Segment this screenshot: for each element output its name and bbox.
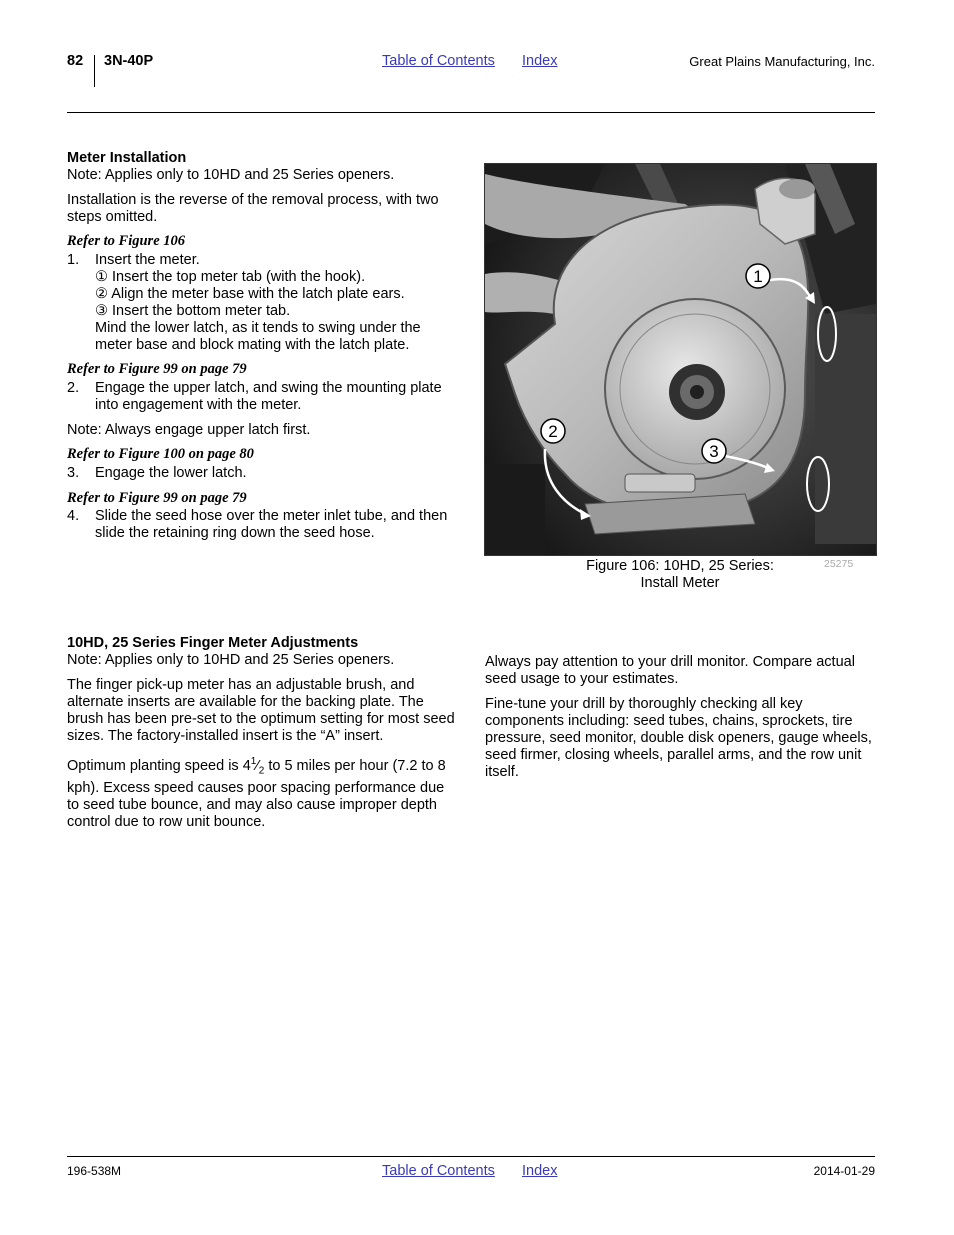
header-divider	[94, 55, 95, 87]
paragraph: Fine-tune your drill by thoroughly checking all key components including: seed tubes, chains, sprockets, tire pressure, seed monitor, double disk openers, gauge wheels, seed firmer, closing wheels, parallel arms, and the row unit itself.	[485, 696, 872, 780]
section-heading: 10HD, 25 Series Finger Meter Adjustments	[67, 635, 359, 651]
doc-number: 196-538M	[67, 1164, 122, 1178]
photo-id: 25275	[824, 558, 854, 570]
list-item: 4. Slide the seed hose over the meter inlet tube, and then slide the retaining ring down the seed hose.	[67, 508, 448, 541]
page-number: 82	[67, 53, 84, 69]
company-name: Great Plains Manufacturing, Inc.	[689, 54, 875, 69]
callout-3-label: 3	[709, 442, 719, 461]
meter-illustration	[485, 164, 876, 555]
caption-line-2: Install Meter	[640, 575, 720, 591]
section-heading: Meter Installation	[67, 150, 187, 166]
substep-2: ② Align the meter base with the latch plate ears.	[95, 286, 405, 302]
callout-2-label: 2	[548, 422, 558, 441]
figure-reference: Refer to Figure 106	[67, 233, 186, 249]
list-item: 2. Engage the upper latch, and swing the mounting plate into engagement with the meter.	[67, 380, 442, 413]
figure-reference: Refer to Figure 99 on page 79	[67, 361, 247, 377]
substep-note: Mind the lower latch, as it tends to swing under the meter base and block mating with the latch plate.	[95, 320, 421, 353]
figure-reference: Refer to Figure 100 on page 80	[67, 446, 254, 462]
paragraph: The finger pick-up meter has an adjustable brush, and alternate inserts are available for the backing plate. The brush has been pre-set to the optimum setting for most seed sizes. The factory-installed insert is the “A” insert.	[67, 677, 455, 744]
note: Note: Applies only to 10HD and 25 Series openers.	[67, 652, 395, 668]
figure-reference: Refer to Figure 99 on page 79	[67, 490, 247, 506]
note: Note: Always engage upper latch first.	[67, 422, 311, 438]
substep-1: ① Insert the top meter tab (with the hook).	[95, 269, 366, 285]
footer-toc-link[interactable]: Table of Contents	[382, 1163, 495, 1179]
footer-index-link[interactable]: Index	[522, 1163, 558, 1179]
note: Note: Applies only to 10HD and 25 Series openers.	[67, 167, 395, 183]
meter-installation-section	[67, 150, 457, 542]
callout-1-label: 1	[753, 267, 763, 286]
right-column	[485, 654, 875, 789]
header-rule	[67, 112, 875, 113]
substep-3: ③ Insert the bottom meter tab.	[95, 303, 291, 319]
doc-date: 2014-01-29	[813, 1164, 875, 1178]
list-item: 3. Engage the lower latch.	[67, 465, 247, 481]
meter-install-photo	[484, 163, 877, 556]
toc-link[interactable]: Table of Contents	[382, 53, 495, 69]
caption-line-1: Figure 106: 10HD, 25 Series:	[586, 558, 774, 574]
figure-caption	[580, 558, 780, 592]
speed-paragraph: Optimum planting speed is $4^1⁄_2$ to 5 miles per hour (7.2 to 8 kph). Excess speed causes poor spacing performance due to seed tube bounce, and may also cause improper depth control due to row unit bounce.	[67, 756, 446, 830]
intro-paragraph: Installation is the reverse of the removal process, with two steps omitted.	[67, 192, 439, 225]
list-item: 1. Insert the meter.	[67, 252, 200, 268]
paragraph: Always pay attention to your drill monitor. Compare actual seed usage to your estimates.	[485, 654, 855, 687]
model-name: 3N-40P	[104, 53, 154, 69]
adjustments-section	[67, 635, 457, 839]
index-link[interactable]: Index	[522, 53, 558, 69]
footer-rule	[67, 1156, 875, 1157]
